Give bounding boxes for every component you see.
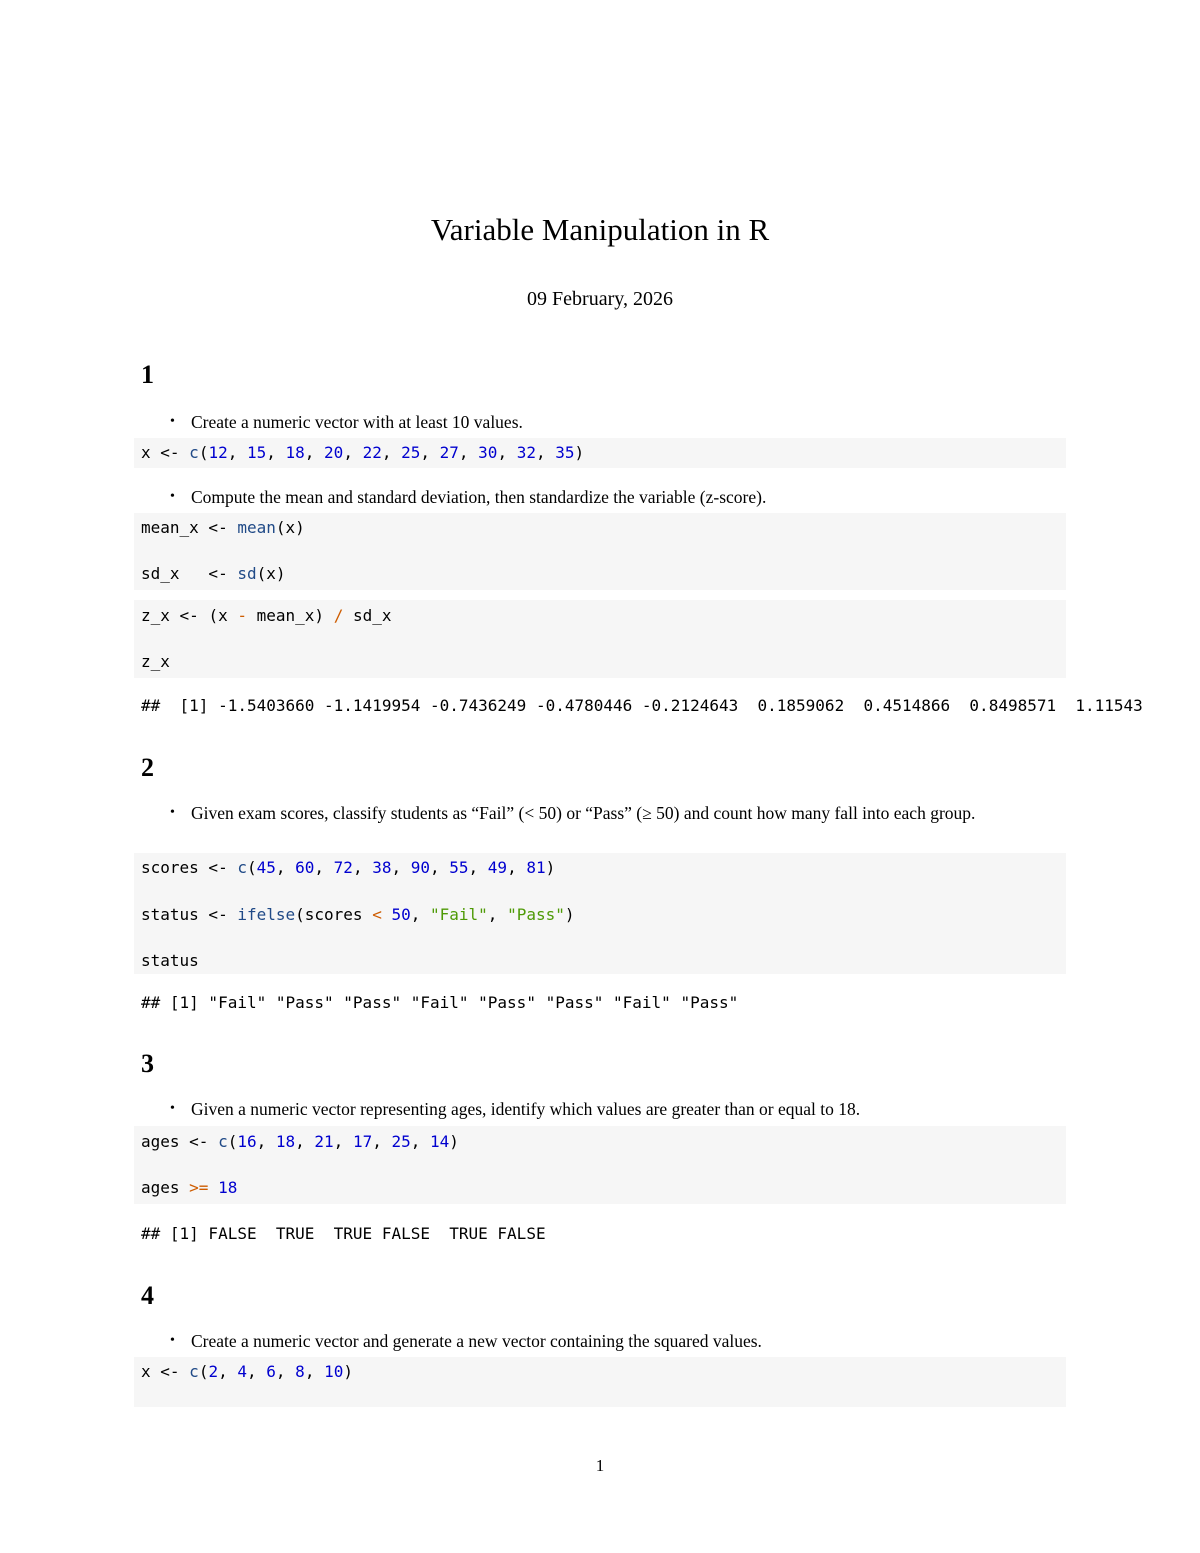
- section-heading-3: 3: [141, 1049, 154, 1078]
- bullet-icon: •: [170, 805, 175, 820]
- bullet-icon: •: [170, 1101, 175, 1116]
- bullet-item: • Compute the mean and standard deviation, then standardize the variable (z-score).: [170, 487, 767, 507]
- bullet-item: • Create a numeric vector with at least 10 values.: [170, 412, 523, 432]
- bullet-item: • Create a numeric vector and generate a new vector containing the squared values.: [170, 1331, 762, 1351]
- code-line: status: [141, 951, 199, 970]
- bullet-icon: •: [170, 489, 175, 504]
- code-line: ages >= 18: [141, 1178, 238, 1197]
- code-output: ## [1] FALSE TRUE TRUE FALSE TRUE FALSE: [141, 1224, 546, 1243]
- bullet-item: • Given a numeric vector representing ages, identify which values are greater than or equal to 18.: [170, 1099, 861, 1119]
- code-line: x <- c(12, 15, 18, 20, 22, 25, 27, 30, 32, 35): [141, 443, 585, 462]
- code-line: x <- c(2, 4, 6, 8, 10): [141, 1362, 353, 1381]
- code-line: mean_x <- mean(x): [141, 518, 305, 537]
- bullet-item: • Given exam scores, classify students as “Fail” (< 50) or “Pass” (≥ 50) and count how many fall into each group.: [170, 803, 976, 823]
- code-line: z_x: [141, 652, 170, 671]
- section-heading-1: 1: [141, 360, 154, 389]
- bullet-icon: •: [170, 1333, 175, 1348]
- code-line: ages <- c(16, 18, 21, 17, 25, 14): [141, 1132, 459, 1151]
- document-title: Variable Manipulation in R: [430, 212, 770, 247]
- bullet-icon: •: [170, 414, 175, 429]
- document-date: 09 February, 2026: [527, 288, 673, 310]
- code-output: ## [1] -1.5403660 -1.1419954 -0.7436249 -0.4780446 -0.2124643 0.1859062 0.4514866 0.8498571 1.11543: [141, 696, 1143, 715]
- code-line: scores <- c(45, 60, 72, 38, 90, 55, 49, 81): [141, 858, 556, 877]
- code-line: sd_x <- sd(x): [141, 564, 286, 583]
- section-heading-2: 2: [141, 753, 154, 782]
- page-number: 1: [595, 1456, 605, 1475]
- code-line: status <- ifelse(scores < 50, "Fail", "Pass"): [141, 905, 575, 924]
- section-heading-4: 4: [141, 1281, 154, 1310]
- code-line: z_x <- (x - mean_x) / sd_x: [141, 606, 392, 625]
- code-output: ## [1] "Fail" "Pass" "Pass" "Fail" "Pass" "Pass" "Fail" "Pass": [141, 993, 739, 1012]
